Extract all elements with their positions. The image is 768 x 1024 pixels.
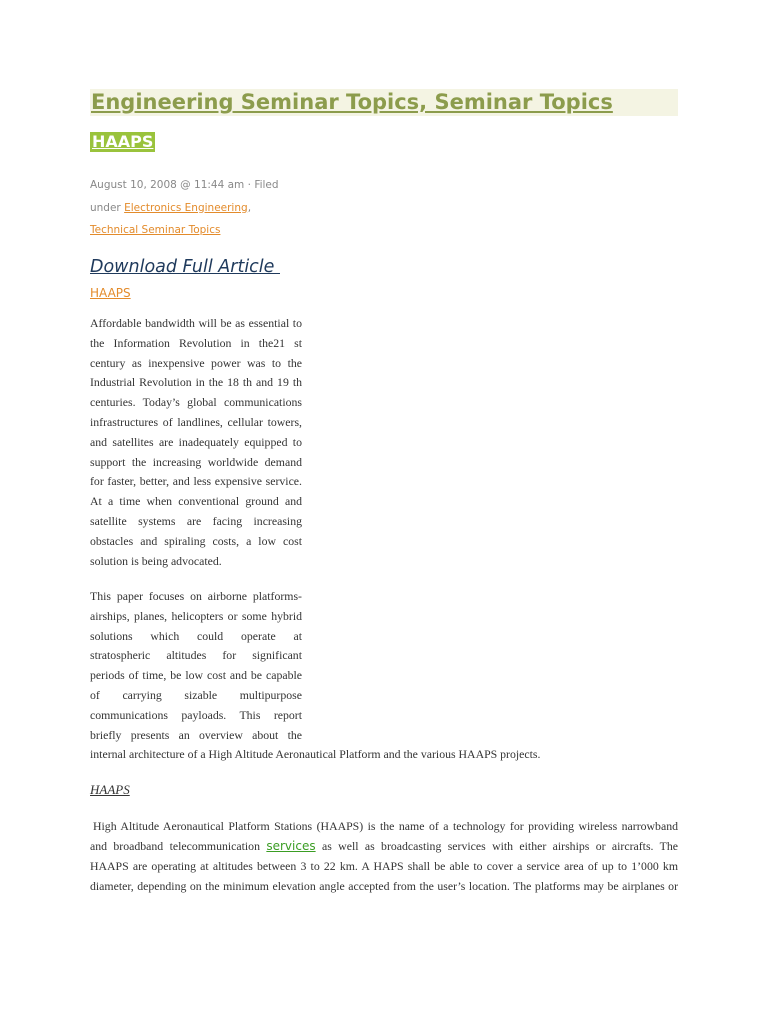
paragraph-line: obstacles and spiraling costs, a low cost: [90, 533, 302, 548]
paragraph-line: High Altitude Aeronautical Platform Stations (HAAPS) is the name of a technology for providing wireless narrowband: [93, 819, 678, 833]
paragraph-line: This paper focuses on airborne platforms-: [90, 589, 302, 603]
services-link[interactable]: services: [266, 839, 316, 853]
paragraph-line: periods of time, be low cost and be capable: [90, 668, 302, 683]
section-heading: HAAPS: [90, 782, 130, 797]
paragraph-line: internal architecture of a High Altitude Aeronautical Platform and the various HAAPS projects.: [90, 747, 541, 762]
paragraph-line: Industrial Revolution in the 18 th and 19 th: [90, 375, 302, 390]
category-link-electronics-engineering[interactable]: Electronics Engineering: [124, 201, 248, 214]
paragraph-line: diameter, depending on the minimum elevation angle accepted from the user’s location. The platforms may be airplanes or: [90, 879, 678, 893]
paragraph-line: airships, planes, helicopters or some hybrid: [90, 608, 302, 623]
paragraph-line: the Information Revolution in the21 st: [90, 335, 302, 350]
under-label: under: [90, 201, 121, 214]
paragraph-line: communications payloads. This report: [90, 707, 302, 722]
paragraph-line: and satellites are inadequately equipped to: [90, 434, 302, 449]
category-separator: ,: [247, 201, 252, 214]
intro-paragraph-2: [90, 587, 678, 765]
paragraph-line: solutions which could operate at: [90, 628, 302, 643]
post-meta-line-categories: [90, 197, 330, 220]
paragraph-line: of carrying sizable multipurpose: [90, 687, 302, 702]
paragraph-text: and broadband telecommunication: [90, 839, 260, 853]
paragraph-line: solution is being advocated.: [90, 553, 222, 568]
category-link-technical-seminar-topics[interactable]: Technical Seminar Topics: [90, 224, 221, 236]
paragraph-text: as well as broadcasting services with either airships or aircrafts. The: [321, 839, 678, 853]
paragraph-line: briefly presents an overview about the: [90, 727, 302, 742]
post-meta-line-categories-2: [90, 219, 330, 242]
post-meta-line-date: [90, 174, 330, 197]
paragraph-line: century as inexpensive power was to the: [90, 355, 302, 370]
paragraph-line: HAAPS are operating at altitudes between 3 to 22 km. A HAPS shall be able to cover a service area of up to 1’000 km: [90, 859, 678, 873]
paragraph-line: satellite systems are facing increasing: [90, 513, 302, 528]
paragraph-line: [90, 836, 678, 856]
meta-dot: ·: [247, 179, 251, 191]
paragraph-line: infrastructures of landlines, cellular towers,: [90, 414, 302, 429]
filed-label: Filed: [254, 179, 279, 191]
paragraph-line: for faster, better, and less expensive service.: [90, 474, 302, 489]
site-header: [90, 89, 678, 116]
paragraph-line: stratospheric altitudes for significant: [90, 648, 302, 663]
post-date: August 10, 2008 @ 11:44 am: [90, 179, 245, 191]
post-title-link[interactable]: HAAPS: [92, 132, 154, 151]
paragraph-line: support the increasing worldwide demand: [90, 454, 302, 469]
paragraph-line: Affordable bandwidth will be as essential to: [90, 316, 302, 330]
paragraph-line: centuries. Today’s global communications: [90, 395, 302, 410]
intro-paragraph-1: [90, 314, 302, 571]
paragraph-line: At a time when conventional ground and: [90, 494, 302, 509]
section-paragraph: [90, 816, 678, 896]
download-full-article-link[interactable]: Download Full Article: [90, 257, 280, 277]
haaps-link[interactable]: HAAPS: [90, 286, 131, 300]
post-meta: [90, 174, 330, 242]
site-title-link[interactable]: Engineering Seminar Topics, Seminar Topics: [91, 90, 613, 114]
